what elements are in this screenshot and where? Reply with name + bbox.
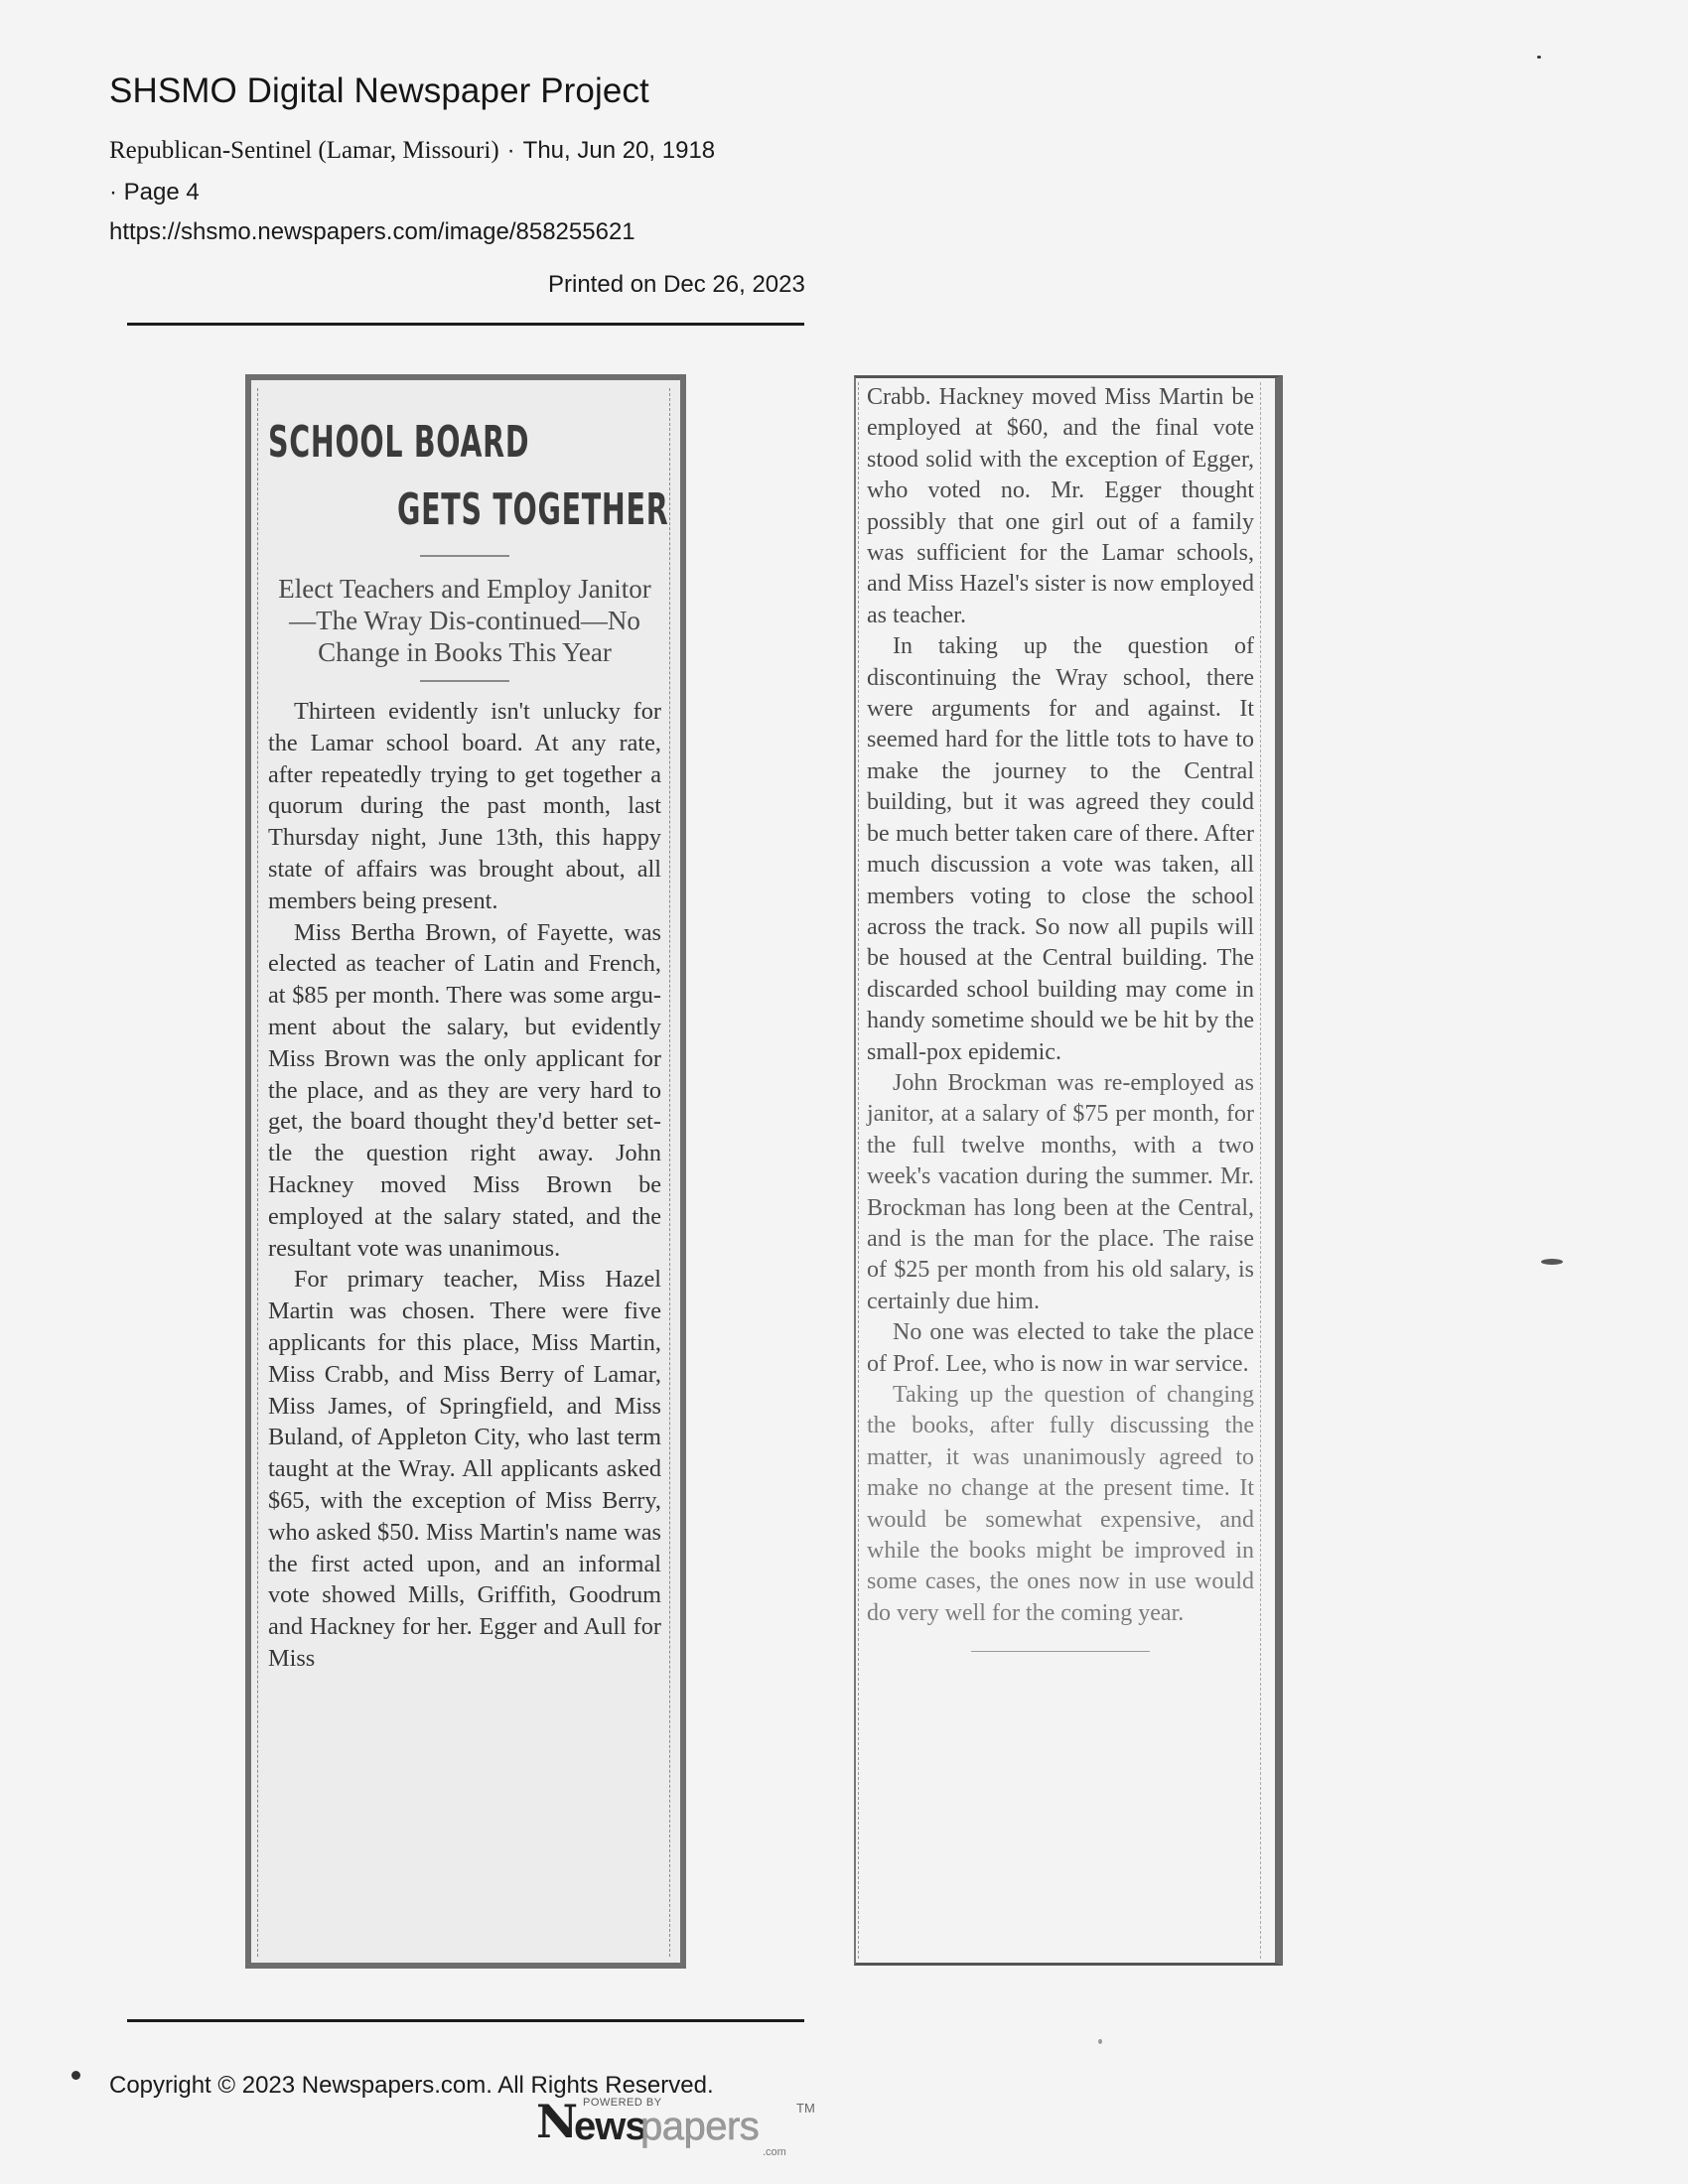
separator: · [506,137,515,164]
logo-ews: ews [574,2105,646,2148]
logo-papers: papers [640,2105,760,2148]
logo-n-glyph: N [536,2095,579,2148]
publication-date: Thu, Jun 20, 1918 [522,137,716,164]
scan-speck [1541,1259,1563,1265]
headline-line-1: SCHOOL BOARD [268,417,530,468]
logo-trademark: TM [796,2101,815,2116]
publication-name: Republican-Sentinel (Lamar, Missouri) [109,137,499,164]
subheadline-divider [420,680,509,682]
article-end-rule [971,1651,1150,1652]
article-paragraph: Thirteen evidently isn't unlucky for the Lamar school board. At any rate, after repeatedly trying to get together a quorum during the past month, last Thursday night, June 13th, this happy state of affairs was brought about, all members being present. [268,698,661,914]
project-title: SHSMO Digital Newspaper Project [109,71,649,110]
headline-divider [420,555,509,557]
page-number: · Page 4 [109,179,200,205]
article-paragraph: John Brockman was re-employed as janitor, at a salary of $75 per month, for the full twelve months, with a two week's vacation during the summer. Mr. Brockman has long been at the Central, and is the man for the place. The raise of $25 per month from his old salary, is certainly due him. [867,1069,1254,1314]
publication-line [109,137,715,165]
footer-divider [127,2019,804,2022]
header-divider [127,323,804,326]
clipping-column-1 [245,374,686,1969]
clipping-column-1-content [257,388,670,1957]
clipping-column-2 [854,375,1283,1966]
scan-speck [1537,56,1541,59]
article-paragraph: Miss Bertha Brown, of Fayette, was elected as teacher of Latin and French, at $85 per month. There was some argument about the salary, but evidently Miss Brown was the only applicant for the place, and as they are very hard to get, the board thought they'd better settle the question right away. John Hackney moved Miss Brown be employed at the salary stated, and the resultant vote was unanimous. [268,918,661,1262]
article-paragraph: For primary teacher, Miss Hazel Martin was chosen. There were five applicants for this place, Miss Martin, Miss Crabb, and Miss Berry of Lamar, Miss James, of Springfield, and Miss Buland, of Appleton City, who last term taught at the Wray. All applicants asked $65, with the exception of Miss Berry, who asked $50. Miss Martin's name was the first acted upon, and an informal vote showed Mills, Griffith, Goodrum and Hackney for her. Egger and Aull for Miss [268,1266,661,1672]
logo-dotcom: .com [763,2146,786,2158]
scan-speck [1098,2039,1102,2044]
clipping-column-2-content [858,382,1261,1959]
article-paragraph: In taking up the question of discontinuing the Wray school, there were arguments for and against. It seemed hard for the little tots to have to make the journey to the Central building, but it was agreed they could be much better taken care of there. After much discussion a vote was taken, all members voting to close the school across the track. So now all pupils will be housed at the Central building. The discarded school building may come in handy sometime should we be hit by the small-pox epidemic. [867,633,1254,1065]
newspapers-logo [536,2091,834,2180]
scan-speck [71,2071,80,2080]
article-paragraph: Crabb. Hackney moved Miss Martin be employed at $60, and the final vote stood solid with the exception of Egger, who voted no. Mr. Egger thought possibly that one girl out of a family was sufficient for the Lamar schools, and Miss Hazel's sister is now employed as teacher. [867,384,1254,628]
copyright-notice: Copyright © 2023 Newspapers.com. All Rights Reserved. [109,2072,714,2099]
subheadline: Elect Teachers and Employ Janitor—The Wray Dis-continued—No Change in Books This Year [278,574,651,667]
printed-date: Printed on Dec 26, 2023 [548,271,805,298]
headline-line-2: GETS TOGETHER [397,484,669,535]
article-paragraph: Taking up the question of changing the books, after fully discussing the matter, it was unanimously agreed to make no change at the present time. It would be somewhat expensive, and while the books might be improved in some cases, the ones now in use would do very well for the coming year. [867,1382,1254,1626]
source-url[interactable]: https://shsmo.newspapers.com/image/858255621 [109,218,635,245]
article-paragraph: No one was elected to take the place of Prof. Lee, who is now in war service. [867,1319,1254,1377]
logo-powered-by: POWERED BY [583,2097,662,2109]
